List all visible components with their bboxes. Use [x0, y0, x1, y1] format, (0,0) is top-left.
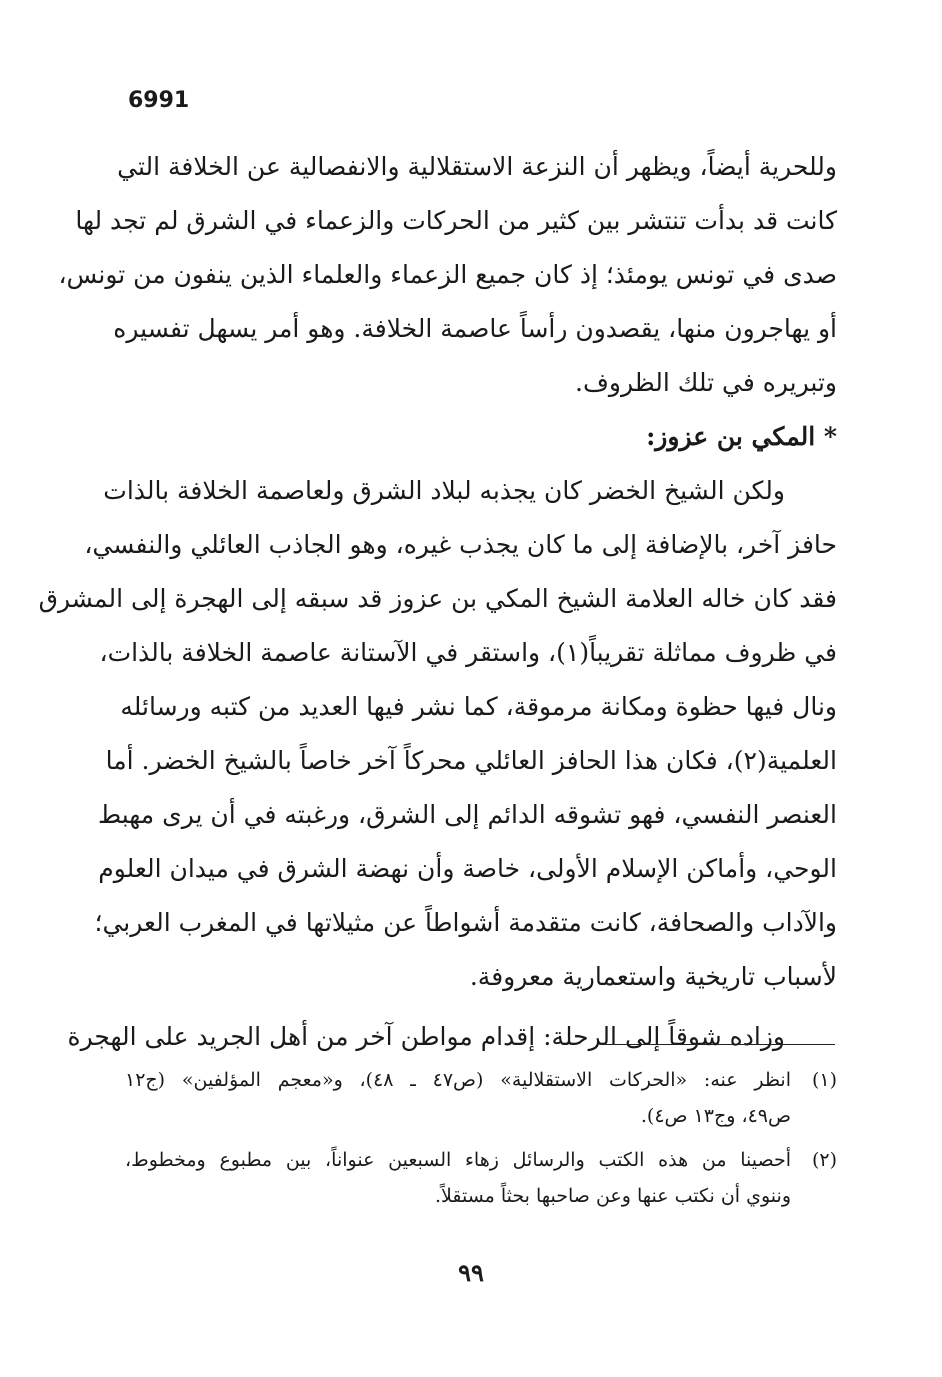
text-line: وللحرية أيضاً، ويظهر أن النزعة الاستقلالية والانفصالية عن الخلافة التي: [117, 152, 837, 181]
text-line: كانت قد بدأت تنتشر بين كثير من الحركات والزعماء في الشرق لم تجد لها: [75, 206, 837, 235]
text-line: وتبريره في تلك الظروف.: [575, 368, 837, 397]
text-line: ولكن الشيخ الخضر كان يجذبه لبلاد الشرق ولعاصمة الخلافة بالذات: [103, 476, 785, 505]
text-line: ونال فيها حظوة ومكانة مرموقة، كما نشر فيها العديد من كتبه ورسائله: [120, 692, 837, 721]
footnote-line: [125, 1062, 837, 1098]
footnote-separator: [600, 1044, 835, 1045]
footnote-text: انظر عنه: «الحركات الاستقلالية» (ص٤٧ ـ ٤٨)، و«معجم المؤلفين» (ج١٢: [125, 1069, 791, 1091]
text-line: العلمية(٢)، فكان هذا الحافز العائلي محركاً آخر خاصاً بالشيخ الخضر. أما: [105, 746, 837, 775]
main-text: [38, 140, 837, 1064]
text-line: العنصر النفسي، فهو تشوقه الدائم إلى الشرق، ورغبته في أن يرى مهبط: [97, 800, 837, 829]
text-line: فقد كان خاله العلامة الشيخ المكي بن عزوز قد سبقه إلى الهجرة إلى المشرق: [38, 584, 837, 613]
text-line: في ظروف مماثلة تقريباً(١)، واستقر في الآستانة عاصمة الخلافة بالذات،: [99, 638, 837, 667]
text-line: وزاده شوقاً إلى الرحلة: إقدام مواطن آخر من أهل الجريد على الهجرة: [67, 1022, 785, 1051]
footnote-number: (٢): [811, 1149, 837, 1171]
text-line: والآداب والصحافة، كانت متقدمة أشواطاً عن مثيلاتها في المغرب العربي؛: [94, 908, 837, 937]
text-line: صدى في تونس يومئذ؛ إذ كان جميع الزعماء والعلماء الذين ينفون من تونس،: [58, 260, 837, 289]
text-line: لأسباب تاريخية واستعمارية معروفة.: [469, 962, 837, 991]
page-number: ٩٩: [458, 1258, 484, 1287]
footnotes: [125, 1062, 837, 1214]
footnote-text: أحصينا من هذه الكتب والرسائل زهاء السبعين عنواناً، بين مطبوع ومخطوط،: [125, 1149, 791, 1171]
text-line: أو يهاجرون منها، يقصدون رأساً عاصمة الخلافة. وهو أمر يسهل تفسيره: [113, 314, 837, 343]
footnote-line: وننوي أن نكتب عنها وعن صاحبها بحثاً مستقلاً.: [434, 1185, 791, 1207]
section-heading: * المكي بن عزوز:: [646, 422, 837, 451]
header-number: 6991: [128, 88, 190, 113]
footnote-line: ص٤٩، وج١٣ ص٤).: [640, 1105, 791, 1127]
footnote-line: [125, 1142, 837, 1178]
text-line: حافز آخر، بالإضافة إلى ما كان يجذب غيره، وهو الجاذب العائلي والنفسي،: [84, 530, 837, 559]
text-line: الوحي، وأماكن الإسلام الأولى، خاصة وأن نهضة الشرق في ميدان العلوم: [98, 854, 837, 883]
footnote-number: (١): [811, 1069, 837, 1091]
